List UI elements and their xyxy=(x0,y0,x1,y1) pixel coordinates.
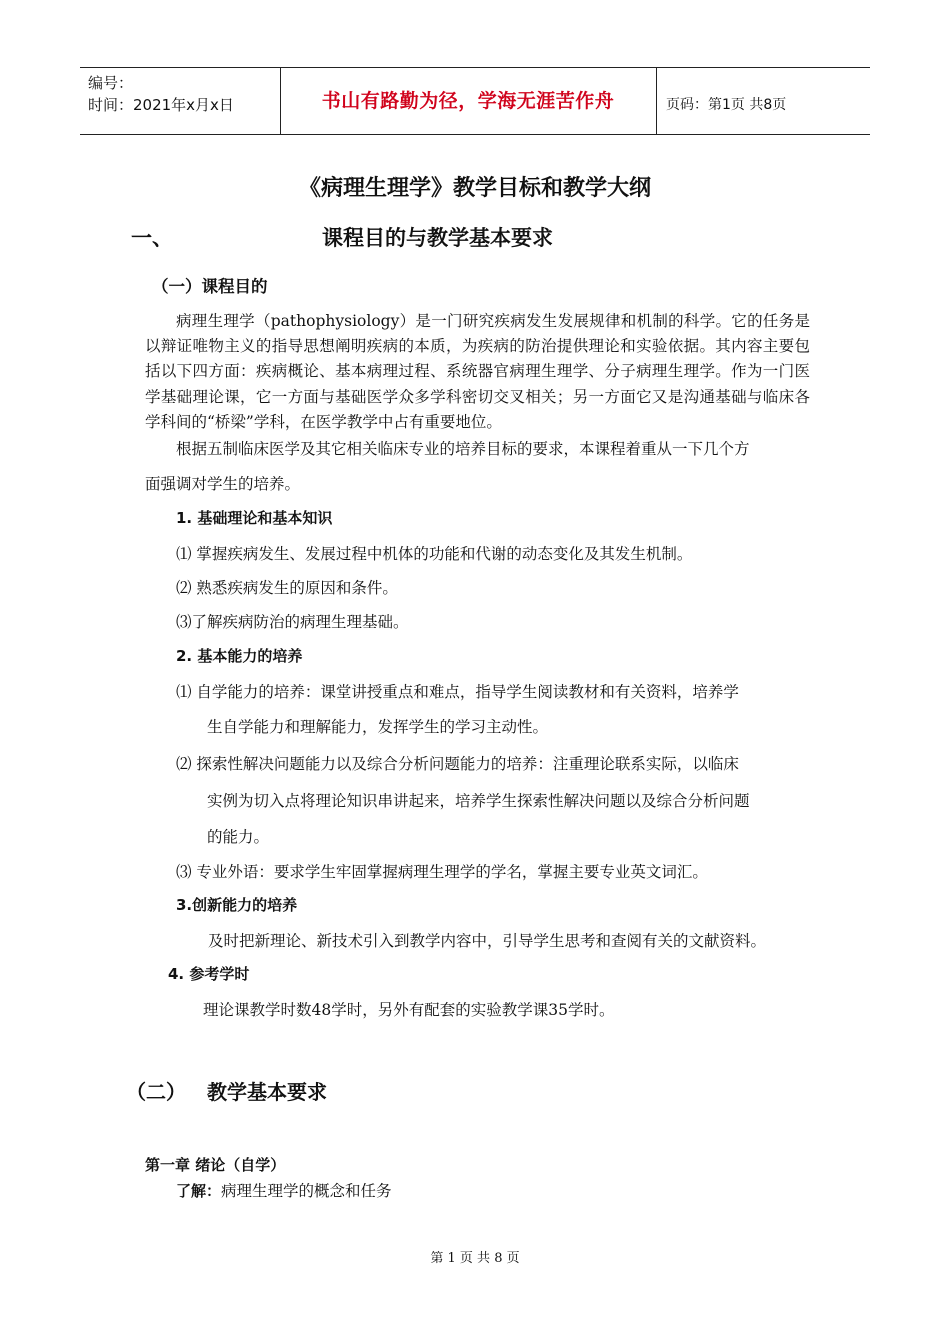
subsection-course-purpose: （一）课程目的 xyxy=(152,277,268,296)
document-date: 时间：2021年x月x日 xyxy=(88,96,234,114)
header-meta xyxy=(88,72,234,116)
understand-text: 病理生理学的概念和任务 xyxy=(221,1182,392,1200)
header-divider-left xyxy=(280,67,281,135)
page-footer: 第 1 页 共 8 页 xyxy=(430,1251,520,1266)
course-purpose-paragraph: 病理生理学（pathophysiology）是一门研究疾病发生发展规律和机制的科学。它的任务是以辩证唯物主义的指导思想阐明疾病的本质，为疾病的防治提供理论和实验依据。其内容主要包括以下四方面：疾病概论、基本病理过程、系统器官病理生理学、分子病理生理学。作为一门医学基础理论课，它一方面与基础医学众多学科密切交叉相关；另一方面它又是沟通基础与临床各学科间的“桥梁”学科，在医学教学中占有重要地位。 xyxy=(145,312,810,431)
ability-item1-line1: ⑴ 自学能力的培养：课堂讲授重点和难点，指导学生阅读教材和有关资料，培养学 xyxy=(176,683,739,701)
section2-title: 教学基本要求 xyxy=(207,1080,327,1104)
document-number: 编号： xyxy=(88,74,134,92)
heading-reference-hours: 4. 参考学时 xyxy=(168,965,250,983)
heading-basic-theory: 1. 基础理论和基本知识 xyxy=(176,509,333,527)
ability-item3: ⑶ 专业外语：要求学生牢固掌握病理生理学的学名，掌握主要专业英文词汇。 xyxy=(176,863,708,881)
basic-theory-item: ⑵ 熟悉疾病发生的原因和条件。 xyxy=(176,579,398,597)
ability-item2-line3: 的能力。 xyxy=(207,828,270,846)
ability-item1-line2: 生自学能力和理解能力，发挥学生的学习主动性。 xyxy=(207,718,549,736)
understand-label: 了解： xyxy=(176,1182,222,1200)
reference-hours-text: 理论课教学时数48学时，另外有配套的实验教学课35学时。 xyxy=(203,1001,615,1019)
section1-title: 课程目的与教学基本要求 xyxy=(322,226,553,250)
heading-innovation: 3.创新能力的培养 xyxy=(176,896,298,914)
innovation-text: 及时把新理论、新技术引入到教学内容中，引导学生思考和查阅有关的文献资料。 xyxy=(208,932,767,950)
header-top-border xyxy=(80,67,870,68)
understand-line xyxy=(176,1179,392,1201)
chapter-heading: 第一章 绪论（自学） xyxy=(145,1156,286,1174)
section2-number: （二） xyxy=(126,1080,186,1104)
header-page-number: 页码：第1页 共8页 xyxy=(666,97,787,113)
header-divider-right xyxy=(656,67,657,135)
training-paragraph-line2: 面强调对学生的培养。 xyxy=(145,475,301,493)
training-paragraph-line1: 根据五制临床医学及其它相关临床专业的培养目标的要求，本课程着重从一下几个方 xyxy=(176,440,750,458)
ability-item2-line1: ⑵ 探索性解决问题能力以及综合分析问题能力的培养：注重理论联系实际，以临床 xyxy=(176,755,739,773)
basic-theory-item: ⑴ 掌握疾病发生、发展过程中机体的功能和代谢的动态变化及其发生机制。 xyxy=(176,545,693,563)
heading-basic-ability: 2. 基本能力的培养 xyxy=(176,647,303,665)
header-bottom-border xyxy=(80,134,870,135)
document-title: 《病理生理学》教学目标和教学大纲 xyxy=(298,176,651,201)
ability-item2-line2: 实例为切入点将理论知识串讲起来，培养学生探索性解决问题以及综合分析问题 xyxy=(207,792,750,810)
basic-theory-item: ⑶了解疾病防治的病理生理基础。 xyxy=(176,613,409,631)
header-motto: 书山有路勤为径，学海无涯苦作舟 xyxy=(321,90,615,112)
section1-number: 一、 xyxy=(131,226,173,250)
